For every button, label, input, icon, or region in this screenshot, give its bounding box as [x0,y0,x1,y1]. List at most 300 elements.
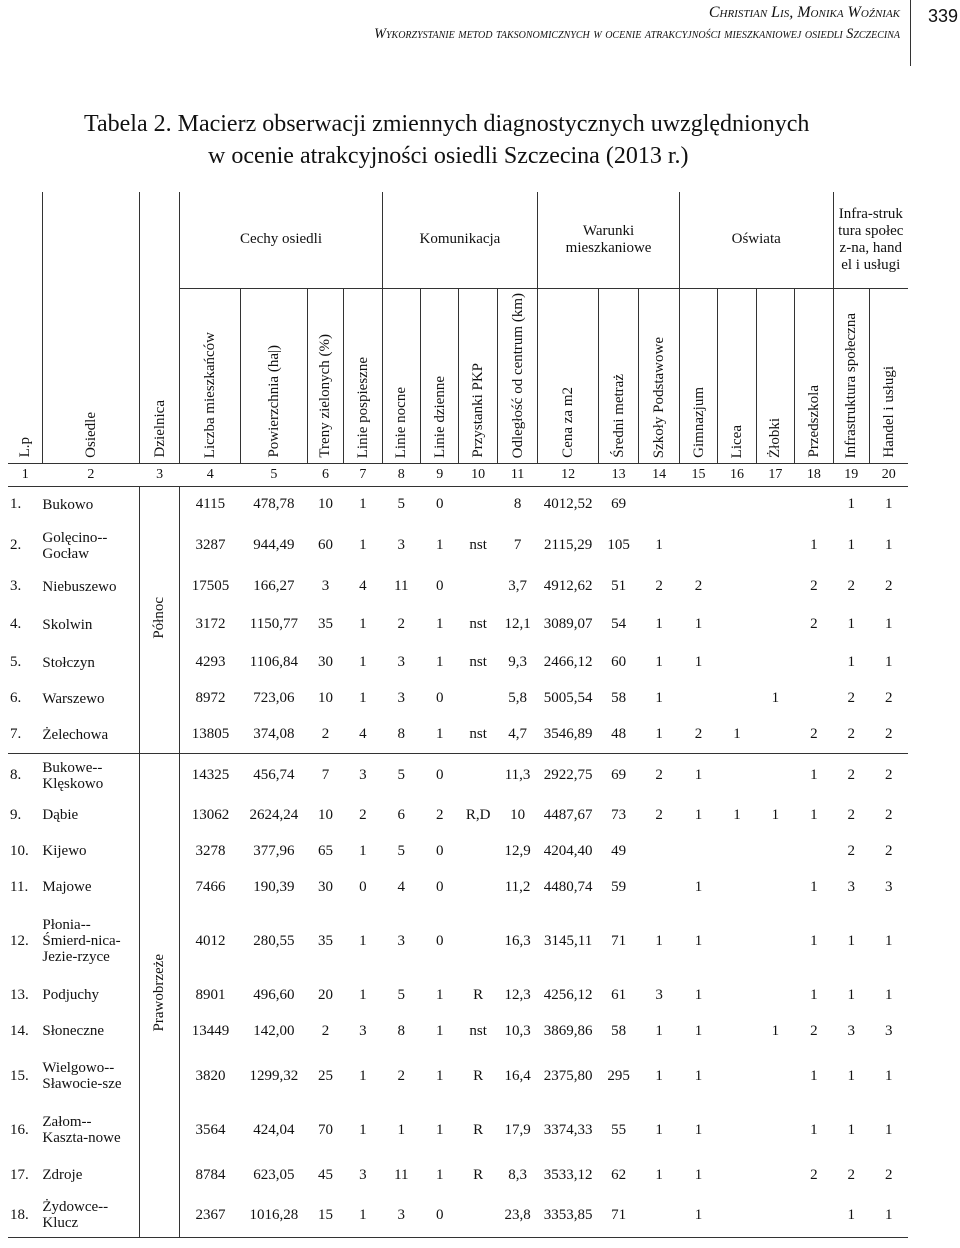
row-value [756,717,794,754]
row-value: 12,3 [504,986,531,1003]
row-value: 4012 [195,932,226,949]
row-value: 3533,12 [543,1166,593,1183]
row-value: 2 [694,578,703,595]
row-value: 1 [655,616,663,633]
column-header-1: L.p [8,288,42,463]
row-lp: 18. [8,1193,42,1237]
column-number: 8 [382,463,420,486]
row-value: 2 [884,1166,893,1183]
row-value [459,1193,497,1237]
row-lp: 5. [10,654,22,671]
row-value: nst [469,1022,487,1039]
row-lp: 16. [10,1121,29,1138]
row-value [679,523,717,569]
row-value: 59 [611,878,627,895]
row-value: 69 [611,496,627,513]
row-value: 1150,77 [249,616,298,633]
running-header-title: Wykorzystanie metod taksonomicznych w ocenie atrakcyjności mieszkaniowej osiedli Szczecina [374,26,900,42]
row-value: 49 [611,842,627,859]
row-value: 12,9 [504,842,531,859]
row-value: 69 [611,767,627,784]
row-value [718,605,756,645]
row-value [756,869,794,905]
row-value: 1 [884,1121,893,1138]
table-caption [84,108,864,172]
row-value: 25 [317,1067,333,1084]
row-value: 1 [655,1067,663,1084]
row-value: 4293 [195,654,226,671]
row-osiedle: Warszewo [42,690,105,707]
row-value: 2 [435,806,444,823]
column-number: 19 [833,463,869,486]
row-value: 2 [847,806,855,823]
column-number: 18 [795,463,833,486]
column-header-14: Szkoły Podstawowe [639,288,679,463]
row-value: 0 [435,496,444,513]
row-value: 1 [884,616,893,633]
row-value: 3820 [195,1067,226,1084]
column-header-6: Treny zielonych (%) [307,288,343,463]
row-value: 1 [884,496,893,513]
row-value: R,D [465,806,491,823]
row-value [459,753,497,797]
row-value: 1 [884,1067,893,1084]
group-infra: Infra-struktura społecz-na, handel i usługi [833,192,908,288]
header-divider [910,0,911,66]
row-value: 5 [397,986,406,1003]
row-value: 2 [359,806,367,823]
group-warunki: Warunki mieszkaniowe [538,192,680,288]
row-value: 3 [397,932,406,949]
row-value: 7 [513,537,522,554]
row-value: 9,3 [508,654,527,671]
row-value: 2 [810,578,818,595]
row-value: 10 [317,690,333,707]
row-value: 424,04 [253,1121,295,1138]
row-value: 0 [435,878,444,895]
row-value [679,681,717,717]
row-value [459,833,497,869]
row-lp: 15. [10,1067,29,1084]
row-value: 4912,62 [543,578,593,595]
row-value: 5 [397,842,406,859]
row-value: 2 [397,616,406,633]
row-value: 3 [847,1022,855,1039]
row-value: 58 [611,690,627,707]
row-value: 4487,67 [543,806,593,823]
row-value: 1 [810,986,818,1003]
row-value: 3 [655,986,663,1003]
row-value: 4012,52 [543,496,593,513]
column-header-9: Linie dzienne [421,288,459,463]
group-header-row [8,192,908,288]
column-number: 12 [538,463,599,486]
row-value: 48 [598,717,638,754]
row-osiedle: Słoneczne [42,1023,105,1040]
row-value: 623,05 [253,1166,295,1183]
row-lp: 9. [10,806,22,823]
row-value: 1299,32 [249,1067,299,1084]
row-value: 13449 [191,1022,230,1039]
row-value: 2 [655,806,663,823]
row-value: 1 [655,1121,663,1138]
row-value: 1 [694,878,703,895]
row-value [756,645,794,681]
row-value: 3 [397,654,406,671]
column-header-19: Infrastruktura społeczna [833,288,869,463]
row-lp: 17. [10,1166,29,1183]
row-value: 3 [884,1022,893,1039]
row-value: 1 [847,654,855,671]
column-header-18: Przedszkola [795,288,833,463]
row-value: 58 [611,1022,627,1039]
row-value: 478,78 [253,496,295,513]
row-value [718,1193,756,1237]
row-value [459,869,497,905]
row-value [718,977,756,1013]
row-osiedle: Podjuchy [42,987,100,1004]
row-value: nst [469,616,487,633]
row-value: 295 [607,1067,630,1084]
row-value: 3374,33 [543,1121,593,1138]
row-osiedle: Skolwin [42,616,93,633]
column-number: 4 [180,463,241,486]
column-number: 20 [869,463,908,486]
row-value: 1 [771,690,780,707]
row-value: 4115 [195,496,226,513]
row-osiedle: Załom--Kaszta-nowe [42,1114,121,1147]
row-osiedle: Majowe [42,879,92,896]
row-value: 3 [359,1022,367,1039]
row-osiedle: Żydowce--Klucz [42,1193,139,1237]
row-lp: 6. [10,690,22,707]
row-value: 944,49 [253,537,295,554]
row-value [639,869,679,905]
row-value: 73 [611,806,627,823]
row-osiedle: Płonia--Śmierd-nica-Jezie-rzyce [42,917,121,966]
row-value: 5,8 [508,690,527,707]
row-value: 10,3 [504,1022,531,1039]
row-osiedle: Golęcino--Gocław [42,529,108,562]
row-value: 61 [611,986,627,1003]
row-osiedle: Stołczyn [42,654,95,671]
row-value: 2 [847,767,855,784]
row-value: 2375,80 [543,1067,593,1084]
row-value [459,486,497,523]
column-header-20: Handel i usługi [880,366,897,458]
row-lp: 12. [10,932,29,949]
row-value: 0 [435,932,444,949]
group-cechy: Cechy osiedli [180,192,382,288]
row-value: 1 [694,654,703,671]
column-number: 7 [344,463,382,486]
row-lp: 3. [10,578,22,595]
row-value: 374,08 [241,717,308,754]
row-value: 54 [611,616,627,633]
column-header-7: Linie pospieszne [344,288,382,463]
row-value: 5005,54 [543,690,593,707]
row-value: 0 [359,878,367,895]
row-value: 105 [607,537,630,554]
row-value: 1 [435,654,444,671]
column-number: 6 [307,463,343,486]
row-value: 142,00 [253,1022,295,1039]
row-value: 3 [397,690,406,707]
row-value: 0 [435,767,444,784]
row-value: 17505 [191,578,230,595]
row-osiedle: Dąbie [42,807,79,824]
observation-matrix-table [8,192,908,1238]
row-osiedle: Bukowe--Klęskowo [42,759,104,792]
row-value: 1 [435,1121,444,1138]
row-value: 1 [655,1022,663,1039]
row-lp: 1. [10,496,22,513]
caption-line-2: w ocenie atrakcyjności osiedli Szczecina (2013 r.) [208,143,689,169]
row-value: 3172 [195,616,226,633]
row-value: 2 [655,578,663,595]
row-value: 1 [810,1121,818,1138]
row-value: 2 [847,1166,855,1183]
row-value: 20 [317,986,333,1003]
row-value: 8 [513,496,522,513]
row-value: 2 [655,767,663,784]
column-number: 3 [139,463,179,486]
row-value [459,905,497,977]
row-value: 1 [884,654,893,671]
row-value: 17,9 [504,1121,531,1138]
row-value [795,1193,833,1237]
row-value: nst [459,717,497,754]
row-value: 1 [694,1121,703,1138]
row-value: 1 [810,806,818,823]
row-value: 2 [847,578,855,595]
row-value: 35 [317,932,333,949]
row-value: 2 [884,578,893,595]
row-value: 4480,74 [543,878,593,895]
row-value: 1 [810,767,818,784]
row-value: 1 [847,1067,855,1084]
row-value: 30 [317,654,333,671]
row-value: 0 [435,578,444,595]
row-value: 2 [833,717,869,754]
group-komunikacja: Komunikacja [382,192,538,288]
row-value: 1 [359,616,367,633]
row-value: 1 [435,986,444,1003]
row-value: 1 [359,654,367,671]
column-header-11: Odległość od centrum (km) [497,288,537,463]
row-value: 11 [394,578,409,595]
row-value: 8972 [195,690,226,707]
column-number: 17 [756,463,794,486]
row-value: 1 [421,717,459,754]
row-value: 1 [359,986,367,1003]
row-value [756,605,794,645]
row-value: 23,8 [497,1193,537,1237]
row-value: 71 [598,1193,638,1237]
row-value [756,753,794,797]
row-value [639,833,679,869]
row-value [718,1103,756,1157]
column-header-16: Licea [718,288,756,463]
row-value: 4 [397,878,406,895]
row-value: 1 [359,496,367,513]
district-prawobrzeze: Prawobrzeże [139,753,179,1237]
row-value: 11,2 [504,878,531,895]
row-value: 1 [847,616,855,633]
column-header-2: Osiedle [42,288,139,463]
row-value: 3 [359,1166,367,1183]
row-value: 16,4 [504,1067,531,1084]
row-value: 2 [847,842,855,859]
row-value: 1016,28 [241,1193,308,1237]
row-value: 5 [397,767,406,784]
row-value: 2624,24 [249,806,299,823]
row-value: 456,74 [253,767,295,784]
row-value: 1 [810,932,818,949]
row-value: 10 [317,496,333,513]
row-value [679,486,717,523]
row-value: 62 [611,1166,627,1183]
row-osiedle: Kijewo [42,843,87,860]
row-value: 8784 [195,1166,226,1183]
row-value: 11,3 [504,767,531,784]
row-value [639,486,679,523]
row-value: 1 [810,1067,818,1084]
row-value [795,681,833,717]
row-value [459,681,497,717]
row-value [718,833,756,869]
row-value: 1 [655,690,663,707]
row-value [459,569,497,605]
row-value: 1 [771,806,780,823]
row-osiedle: Bukowo [42,496,94,513]
row-value [756,833,794,869]
row-value: 7466 [195,878,226,895]
row-value: 1 [833,1193,869,1237]
row-value: 3869,86 [543,1022,593,1039]
row-value: 0 [435,842,444,859]
row-value: 10 [510,806,526,823]
row-value [795,833,833,869]
group-oswiata: Oświata [679,192,833,288]
row-value: 2 [397,1067,406,1084]
row-value: 2 [810,1166,818,1183]
row-value: 2 [847,690,855,707]
row-value: 3546,89 [538,717,599,754]
column-header-3: Dzielnica [139,288,179,463]
row-value: 71 [611,932,627,949]
row-value [718,905,756,977]
column-header-17: Żłobki [756,288,794,463]
page-number: 339 [928,6,959,26]
row-value: 3 [884,878,893,895]
row-osiedle: Niebuszewo [42,578,117,595]
row-value: 1 [655,932,663,949]
column-number: 1 [8,463,42,486]
row-value: 1 [435,1166,444,1183]
row-value: nst [469,537,487,554]
row-value: 11 [394,1166,409,1183]
row-value: 8901 [195,986,226,1003]
row-value: 60 [611,654,627,671]
row-osiedle: Żelechowa [42,717,139,754]
row-value: R [473,986,484,1003]
row-value: 4204,40 [543,842,593,859]
row-value [795,486,833,523]
column-header-13: Średni metraż [598,288,638,463]
row-value: 1 [359,1067,367,1084]
row-value: 1 [869,1193,908,1237]
row-value [718,753,756,797]
row-value [756,1103,794,1157]
row-value: 1 [655,654,663,671]
column-number: 10 [459,463,497,486]
row-value: 1 [694,1166,703,1183]
row-value: 3 [847,878,855,895]
row-value [718,645,756,681]
row-value: 0 [435,690,444,707]
row-value: 30 [317,878,333,895]
row-value: 1 [771,1022,780,1039]
row-value [718,1013,756,1049]
column-number: 11 [497,463,537,486]
row-value: 2367 [180,1193,241,1237]
row-value: 16,3 [504,932,531,949]
row-value: 1 [435,1022,444,1039]
row-value: 1 [397,1121,406,1138]
row-value: 1 [847,496,855,513]
row-value: 280,55 [253,932,295,949]
row-value: 2922,75 [543,767,593,784]
row-value: 70 [317,1121,333,1138]
row-value: 1 [359,842,367,859]
row-value [679,833,717,869]
row-value: 1 [655,537,663,554]
row-value: 190,39 [253,878,295,895]
row-value: 1 [435,1067,444,1084]
row-value: R [473,1067,484,1084]
row-value [718,569,756,605]
row-lp: 4. [10,616,22,633]
row-value: 8 [382,717,420,754]
caption-line-1: Tabela 2. Macierz obserwacji zmiennych diagnostycznych uwzględnionych [84,111,810,137]
row-value [718,1049,756,1103]
row-value: 1 [359,537,367,554]
column-number: 5 [241,463,308,486]
row-value [756,1157,794,1193]
row-value: 1 [847,537,855,554]
column-header-5: Powierzchnia (ha|) [241,288,308,463]
row-value: 4 [359,578,367,595]
row-lp: 7. [8,717,42,754]
row-value: 51 [611,578,627,595]
row-value [718,1157,756,1193]
row-value: 1 [359,932,367,949]
column-number: 15 [679,463,717,486]
row-value: 13062 [191,806,230,823]
column-header-15: Gimnazjum [679,288,717,463]
column-number: 14 [639,463,679,486]
row-value: 1 [810,537,818,554]
row-value: 1 [435,616,444,633]
row-value: 3089,07 [543,616,593,633]
row-value: 8,3 [508,1166,527,1183]
row-value: 6 [397,806,406,823]
row-value: 1 [733,806,741,823]
row-value: 1 [810,878,818,895]
row-value: R [473,1166,484,1183]
running-header-authors: Christian Lis, Monika Woźniak [708,4,900,21]
